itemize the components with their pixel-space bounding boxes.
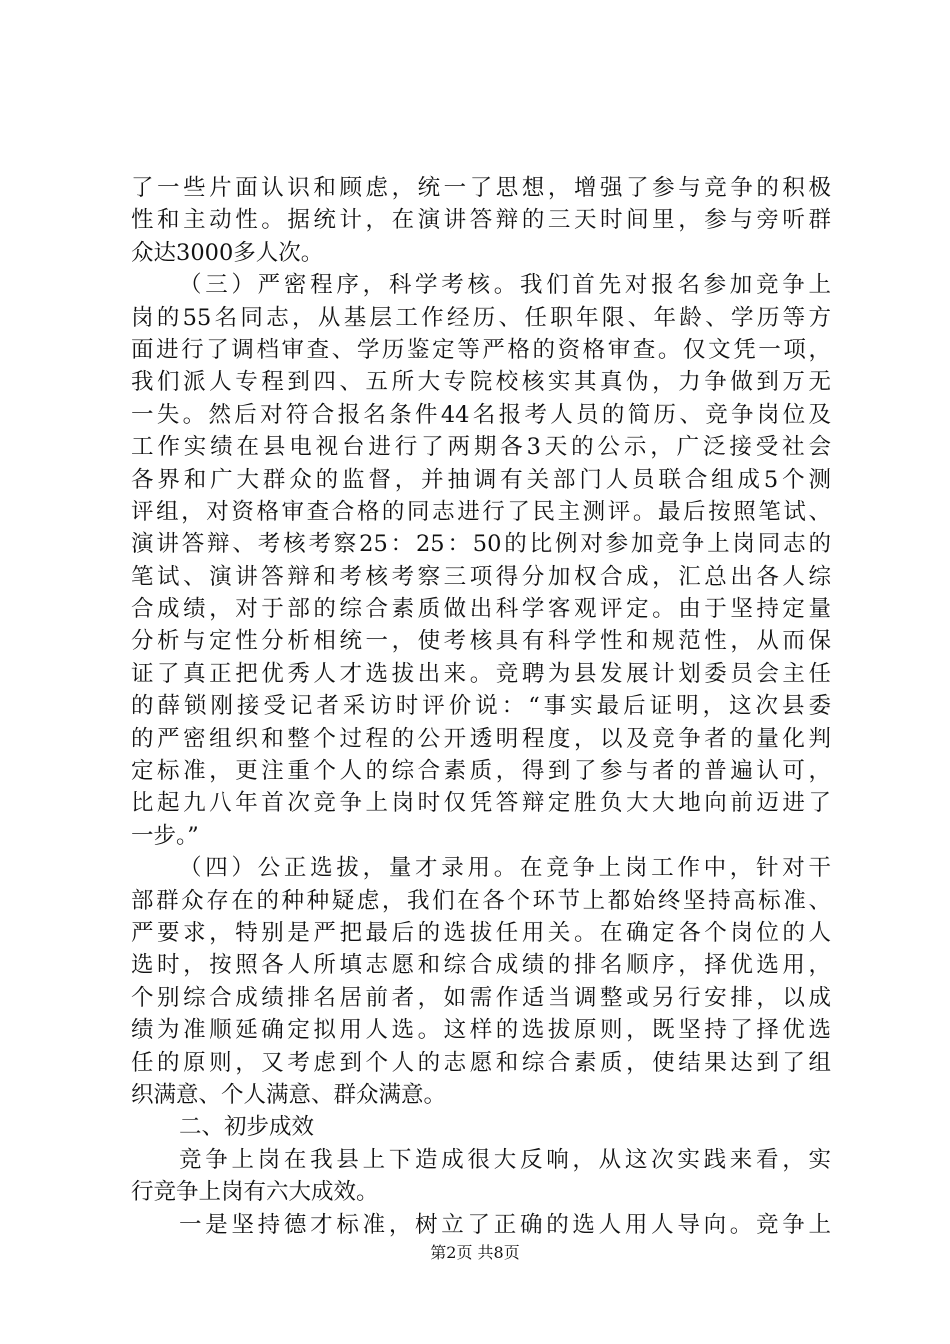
text-line: 众达3000多人次。 [131, 239, 324, 266]
text-line: 个别综合成绩排名居前者，如需作适当调整或另行安排，以成 [131, 984, 831, 1011]
text-line: 选时，按照各人所填志愿和综合成绩的排名顺序，择优选用， [131, 952, 831, 979]
text-line: 行竞争上岗有六大成效。 [131, 1179, 379, 1206]
text-line: 部群众存在的种种疑虑，我们在各个环节上都始终坚持高标准、 [131, 887, 831, 914]
text-line: 比起九八年首次竞争上岗时仅凭答辩定胜负大大地向前迈进了 [131, 790, 831, 817]
text-line: 任的原则，又考虑到个人的志愿和综合素质，使结果达到了组 [131, 1049, 831, 1076]
page-footer: 第2页 共8页 [430, 1243, 520, 1262]
text-line: 的严密组织和整个过程的公开透明程度，以及竞争者的量化判 [131, 725, 831, 752]
text-line: 我们派人专程到四、五所大专院校核实其真伪，力争做到万无 [131, 369, 831, 396]
text-line: 合成绩，对于部的综合素质做出科学客观评定。由于坚持定量 [131, 596, 831, 623]
text-line: 各界和广大群众的监督，并抽调有关部门人员联合组成5个测 [131, 466, 831, 493]
text-line: 织满意、个人满意、群众满意。 [131, 1081, 447, 1108]
text-line: 工作实绩在县电视台进行了两期各3天的公示，广泛接受社会 [131, 434, 831, 461]
text-line: 分析与定性分析相统一，使考核具有科学性和规范性，从而保 [131, 628, 831, 655]
body-text [131, 172, 831, 1241]
text-line: 严要求，特别是严把最后的选拔任用关。在确定各个岗位的人 [131, 919, 831, 946]
text-line: （三）严密程序，科学考核。我们首先对报名参加竞争上 [179, 272, 831, 299]
text-line: 竞争上岗在我县上下造成很大反响，从这次实践来看，实 [179, 1146, 831, 1173]
text-line: 定标准，更注重个人的综合素质，得到了参与者的普遍认可， [131, 758, 831, 785]
text-line: 的薛锁刚接受记者采访时评价说：“事实最后证明，这次县委 [131, 693, 831, 720]
section-heading: 二、初步成效 [179, 1114, 315, 1141]
text-line: 笔试、演讲答辩和考核考察三项得分加权合成，汇总出各人综 [131, 563, 831, 590]
text-line: （四）公正选拔，量才录用。在竞争上岗工作中，针对干 [179, 855, 831, 882]
text-line: 评组，对资格审查合格的同志进行了民主测评。最后按照笔试、 [131, 498, 831, 525]
text-line: 一是坚持德才标准，树立了正确的选人用人导向。竞争上 [179, 1211, 831, 1238]
text-line: 一步。” [131, 822, 199, 849]
text-line: 证了真正把优秀人才选拔出来。竞聘为县发展计划委员会主任 [131, 660, 831, 687]
text-line: 性和主动性。据统计，在演讲答辩的三天时间里，参与旁听群 [131, 207, 831, 234]
text-line: 绩为准顺延确定拟用人选。这样的选拔原则，既坚持了择优选 [131, 1017, 831, 1044]
text-line: 面进行了调档审查、学历鉴定等严格的资格审查。仅文凭一项， [131, 336, 831, 363]
text-line: 岗的55名同志，从基层工作经历、任职年限、年龄、学历等方 [131, 304, 831, 331]
text-line: 一失。然后对符合报名条件44名报考人员的简历、竞争岗位及 [131, 401, 831, 428]
text-line: 了一些片面认识和顾虑，统一了思想，增强了参与竞争的积极 [131, 175, 831, 201]
text-line: 演讲答辩、考核考察25：25：50的比例对参加竞争上岗同志的 [131, 531, 831, 558]
